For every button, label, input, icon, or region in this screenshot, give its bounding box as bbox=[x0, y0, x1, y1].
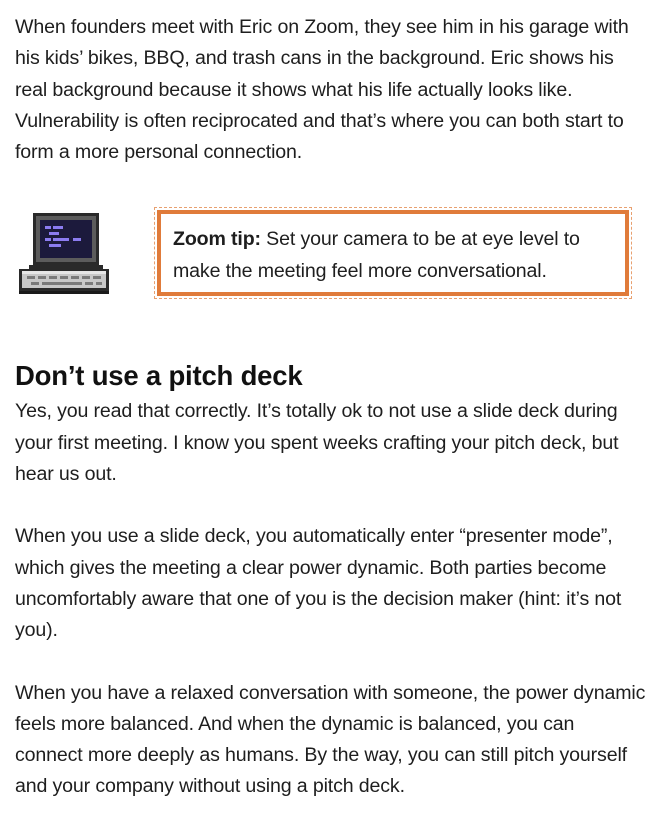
laptop-icon bbox=[15, 213, 111, 297]
tip-row bbox=[15, 168, 647, 358]
zoom-tip-callout bbox=[157, 210, 629, 296]
section-paragraph: When you have a relaxed conversation with someone, the power dynamic feels more balanced. And when the dynamic is balanced, you can connect more deeply as humans. By the way, you can still pitch yourself and your company without using a pitch deck. bbox=[15, 681, 646, 798]
tip-body: Set your camera to be at eye level to make the meeting feel more conversational. bbox=[173, 228, 580, 282]
article-content bbox=[15, 12, 647, 803]
intro-paragraph: When founders meet with Eric on Zoom, they see him in his garage with his kids’ bikes, BBQ, and trash cans in the background. Eric shows his real background because it shows what his life actually looks like. Vulnerability is often reciprocated and that’s where you can both start to form a more personal connection. bbox=[15, 16, 629, 164]
tip-text bbox=[173, 224, 615, 287]
section-paragraph: When you use a slide deck, you automatically enter “presenter mode”, which gives the meeting a clear power dynamic. Both parties become uncomfortably aware that one of you is the decision maker (hint: it’s not you). bbox=[15, 525, 622, 642]
section-heading: Don’t use a pitch deck bbox=[15, 360, 303, 392]
section-paragraph: Yes, you read that correctly. It’s totally ok to not use a slide deck during your first meeting. I know you spent weeks crafting your pitch deck, but hear us out. bbox=[15, 400, 619, 486]
tip-label: Zoom tip: bbox=[173, 228, 261, 251]
